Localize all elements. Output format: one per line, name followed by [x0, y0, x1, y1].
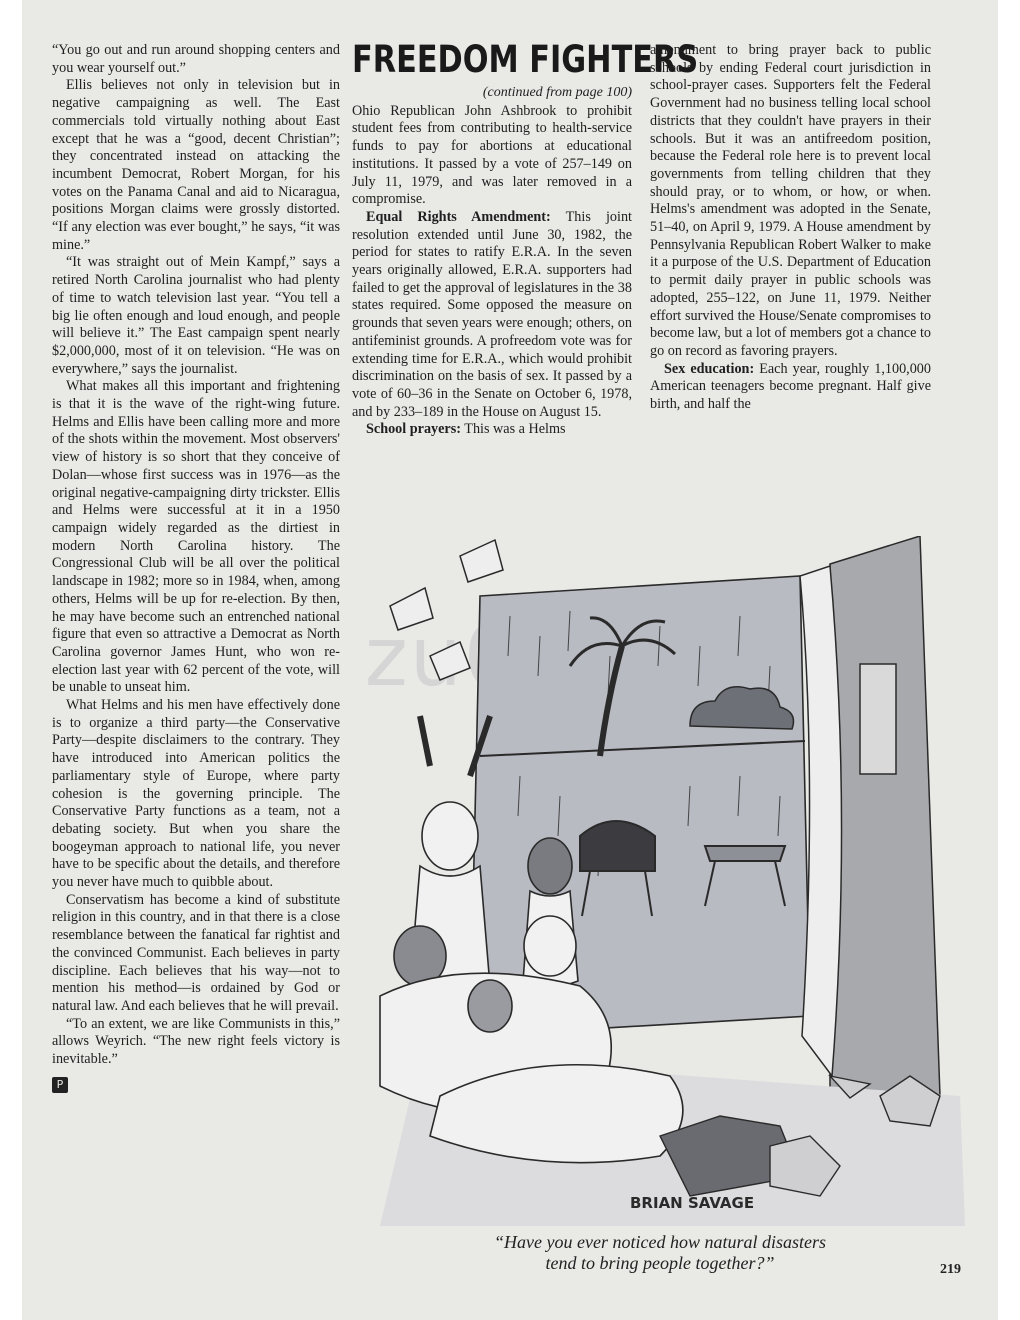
paragraph-text: This joint resolution extended until June 30, 1982, the period for states to ratify E.R.A. In the seven years originally allowed, E.R.A. supporters had failed to get the approval of legislatures in the 38 states required. Some opposed the measure on grounds that seven years were enough; others, on antifeminist grounds. A profreedom vote was for extending time for E.R.A., which would prohibit discrimination on the basis of sex. It passed by a vote of 60–36 in the Senate on October 6, 1978, and by 233–189 in the House on August 15. — [352, 208, 632, 420]
paragraph — [52, 697, 340, 892]
paragraph — [352, 421, 632, 439]
column-1 — [52, 42, 340, 1093]
cartoon-caption-line-2: tend to bring people together?” — [545, 1253, 775, 1273]
paragraph — [52, 378, 340, 697]
paragraph — [52, 892, 340, 1016]
paragraph — [52, 77, 340, 254]
paragraph-text: Conservatism has become a kind of substitute religion in this country, and in that there is a close resemblance between the fanatical far rightist and the convinced Communist. Each believes in party discipline. Each believes that his way—not to mention his method—is ordained by God or natural law. And each believes that he will prevail. — [52, 891, 340, 1014]
cartoon-caption-line-1: “Have you ever noticed how natural disasters — [494, 1232, 826, 1252]
paragraph-text: Ohio Republican John Ashbrook to prohibit student fees from contributing to health-service funds to pay for abortions at educational institutions. It passed by a vote of 257–149 on July 11, 1979, and was later removed in a compromise. — [352, 102, 632, 208]
paragraph — [352, 103, 632, 209]
cartoon-caption — [360, 1232, 960, 1274]
paragraph-text: “It was straight out of Mein Kampf,” says a retired North Carolina journalist who had plenty of time to watch television last year. “You tell a big lie often enough and loud enough, and people will believe it.” The East campaign spent nearly $2,000,000, most of it on television. “He was on everywhere,” says the journalist. — [52, 254, 340, 377]
paragraph-text: Each year, roughly 1,100,000 American teenagers become pregnant. Half give birth, and half the — [650, 360, 931, 413]
paragraph-text: What makes all this important and frightening is that it is the wave of the right-wing future. Helms and Ellis have been calling more and more of the shots within the movement. Most observers' view of history is so short that they conceive of Dolan—whose first success was in 1976—as the original negative-campaigning dirty trickster. Ellis and Helms were successful at it in a 1950 campaign widely regarded as the dirtiest in modern North Carolina history. The Congressional Club will be all over the political landscape in 1982; more so in 1984, when, among others, Helms will be up for re-election. By then, he may have become such an entrenched national figure that even so attractive a Democrat as North Carolina governor James Hunt, who won re-election last year with 62 percent of the vote, will be unable to unseat him. — [52, 378, 340, 696]
paragraph — [52, 1016, 340, 1069]
cartoon-window — [470, 576, 810, 1036]
headline: FREEDOM FIGHTERS — [352, 38, 699, 81]
cartoon-illustration — [360, 536, 965, 1226]
paragraph — [650, 42, 931, 361]
column-3 — [650, 42, 931, 414]
paragraph — [650, 361, 931, 414]
magazine-page — [22, 0, 998, 1320]
paragraph-text: amendment to bring prayer back to public schools by ending Federal court jurisdiction in school-prayer cases. Supporters felt the Federal Government had no business telling local school districts that they couldn't have prayers in their schools. But it was an antifreedom position, because the Federal role here is to prevent local governments from telling children that they should pray, or to whom, or how, or when. Helms's amendment was adopted in the Senate, 51–40, on April 9, 1979. A House amendment by Pennsylvania Republican Robert Walker to make it a purpose of the U.S. Department of Education to permit daily prayer in public schools was adopted, 255–122, on June 11, 1979. Neither effort survived the House/Senate compromises to become law, but a lot of members got a chance to go on record as favoring prayers. — [650, 42, 931, 359]
cartoon-wall-picture — [860, 664, 896, 774]
cartoon-wall — [830, 536, 940, 1096]
paragraph-text: This was a Helms — [460, 421, 566, 438]
cartoon-signature: BRIAN SAVAGE — [630, 1194, 755, 1212]
paragraph-lead: Equal Rights Amendment: — [366, 208, 551, 225]
paragraph-lead: School prayers: — [366, 421, 461, 438]
page-number: 219 — [940, 1262, 961, 1277]
paragraph-text: Ellis believes not only in television but in negative campaigning as well. The East commercials told virtually nothing about East except that he was a “good, decent Christian”; they concentrated instead on attacking the incumbent Democrat, Robert Morgan, for his votes on the Panama Canal and aid to Nicaragua, positions Morgan claims were grossly distorted. “If any election was ever bought,” he says, “it was mine.” — [52, 77, 340, 253]
end-mark-icon: P — [52, 1077, 68, 1093]
paragraph-text: “To an extent, we are like Communists in this,” allows Weyrich. “The new right feels victory is inevitable.” — [52, 1015, 340, 1068]
column-2 — [352, 38, 699, 439]
continued-note: (continued from page 100) — [482, 85, 632, 100]
paragraph — [352, 209, 632, 421]
column-2-body — [352, 103, 632, 439]
paragraph — [52, 42, 340, 77]
paragraph-text: What Helms and his men have effectively done is to organize a third party—the Conservative Party—despite disclaimers to the contrary. They have introduced into American politics the parliamentary style of Europe, where party cohesion is the governing principle. The Conservative Party functions as a team, not a debating society. But when you share the boogeyman approach to national life, you never have to be specific about the details, and therefore you never have much to quibble about. — [52, 697, 340, 891]
paragraph-text: “You go out and run around shopping centers and you wear yourself out.” — [52, 42, 340, 76]
paragraph-lead: Sex education: — [664, 360, 755, 377]
paragraph — [52, 254, 340, 378]
